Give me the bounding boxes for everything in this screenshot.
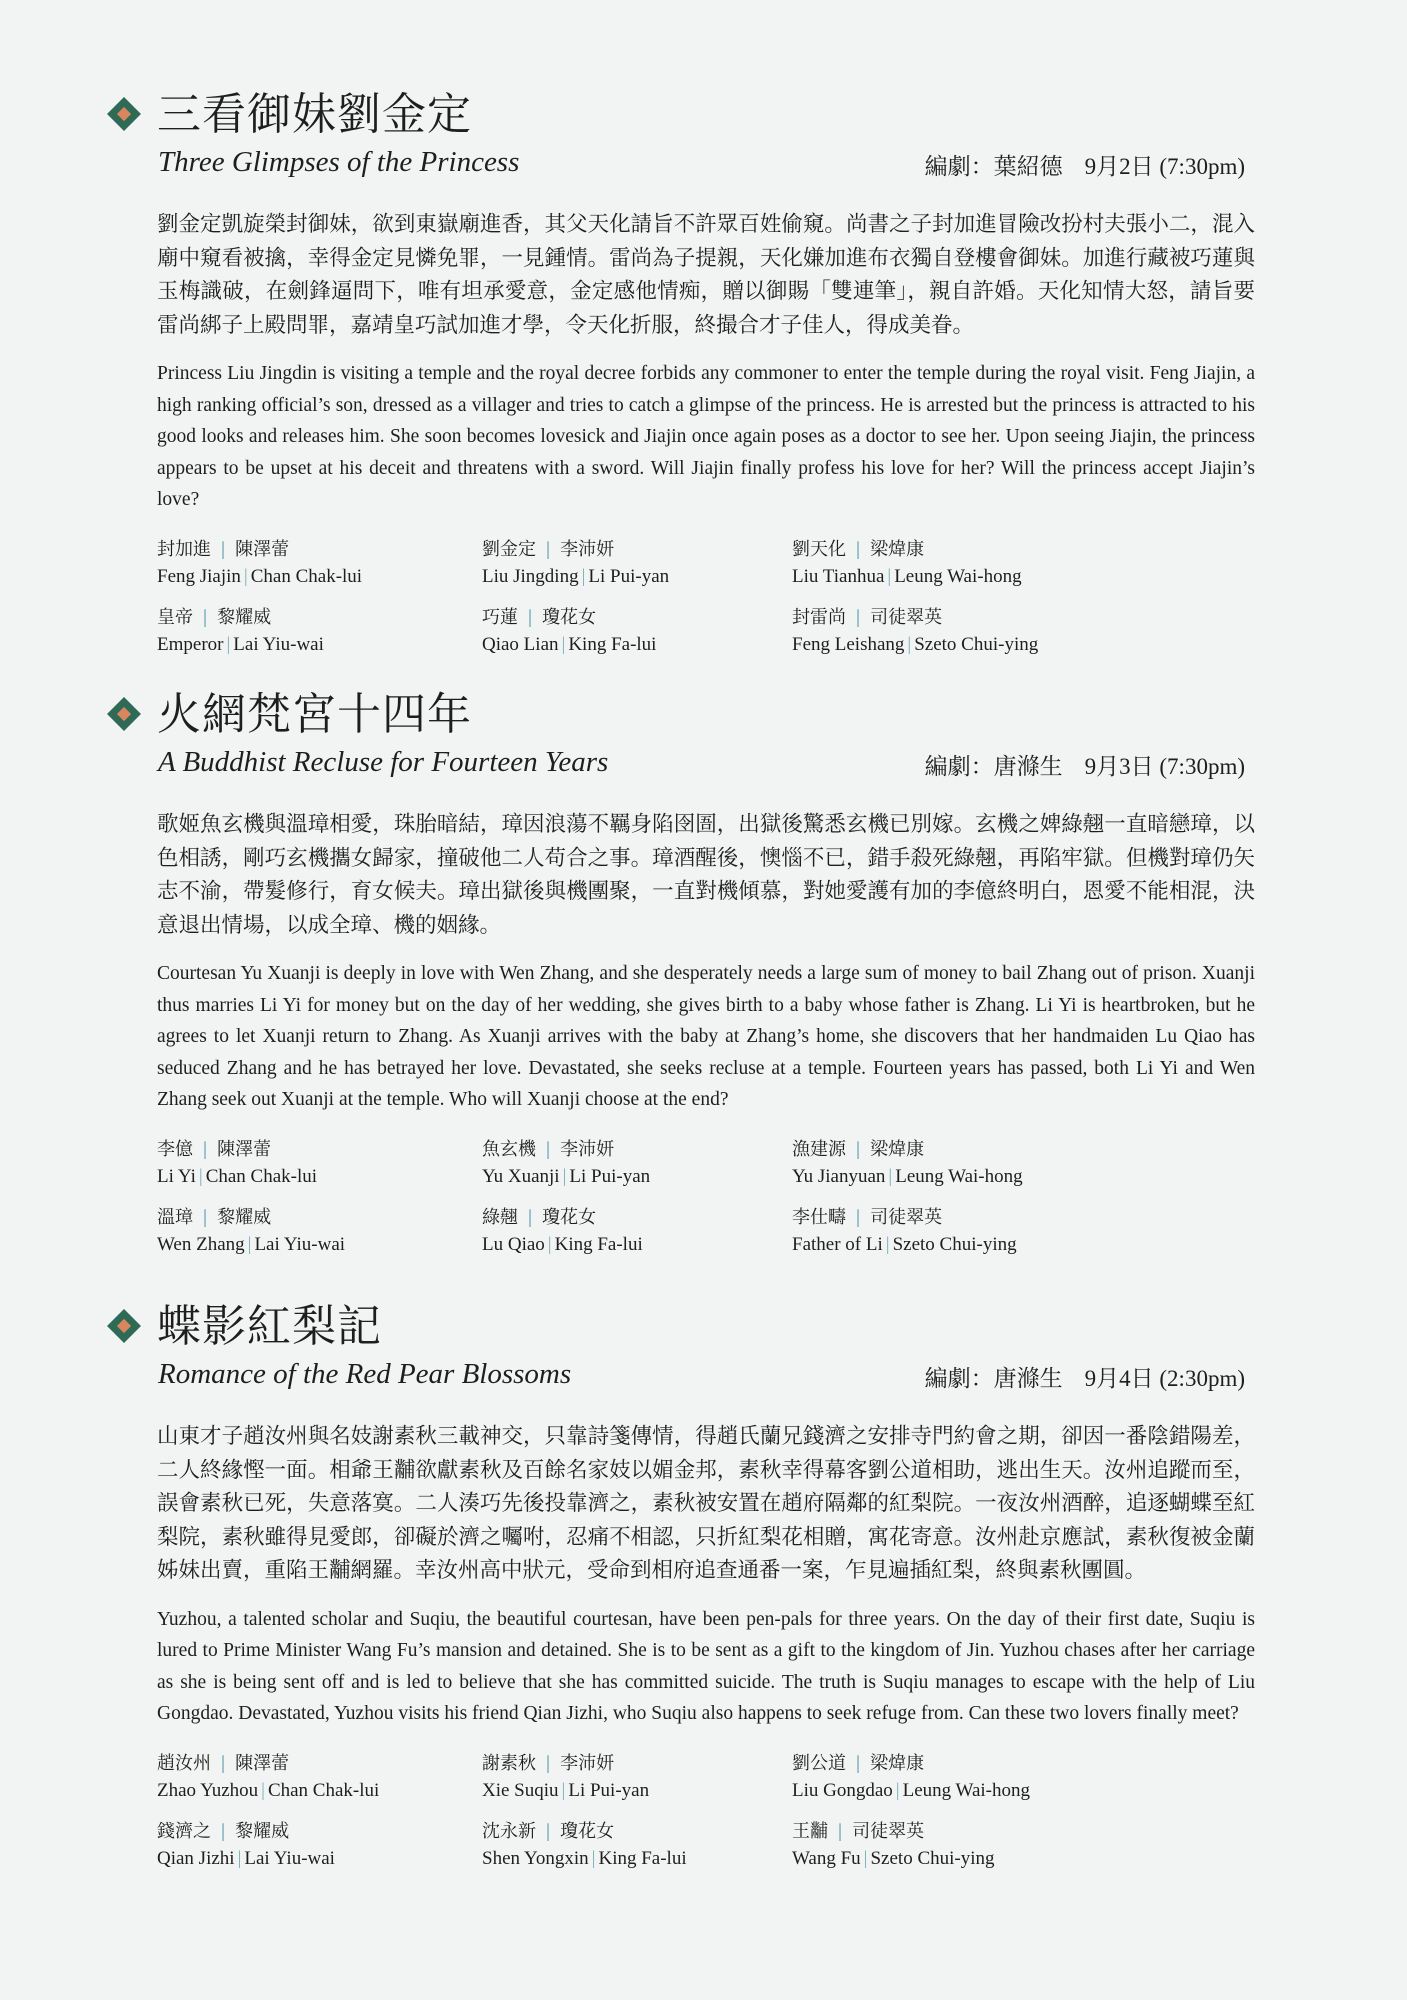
show-meta xyxy=(925,748,1245,781)
cast-entry: 魚玄機 | 李沛妍 Yu Xuanji | Li Pui-yan xyxy=(482,1138,651,1187)
actor-en: Chan Chak-lui xyxy=(250,565,363,587)
cast-list xyxy=(157,1136,1255,1258)
show-section-2 xyxy=(105,688,1255,1258)
actor-en: Chan Chak-lui xyxy=(267,1779,380,1801)
role-zh: 溫璋 xyxy=(157,1206,193,1228)
synopsis-en: Princess Liu Jingdin is visiting a temple and the royal decree forbids any commoner to enter the temple during the royal visit. Feng Jiajin, a high ranking official’s son, dressed as a villager and tries to catch a glimpse of the princess. He is arrested but the princess is attracted to his good looks and releases him. She soon becomes lovesick and Jiajin once again poses as a doctor to see her. Upon seeing Jiajin, the princess appears to be upset at his deceit and threatens with a sword. Will Jiajin finally profess his love for her? Will the princess accept Jiajin’s love? xyxy=(157,363,1255,510)
synopsis-en: Yuzhou, a talented scholar and Suqiu, the beautiful courtesan, have been pen-pals for three years. On the day of their first date, Suqiu is lured to Prime Minister Wang Fu’s mansion and detained. She is to be sent as a gift to the kingdom of Jin. Yuzhou chases after her carriage as she is being sent off and is led to believe that she has committed suicide. The truth is Suqiu manages to escape with the help of Liu Gongdao. Devastated, Yuzhou visits his friend Qian Jizhi, who Suqiu also happens to seek refuge from. Can these two lovers finally meet? xyxy=(157,1608,1255,1724)
synopsis-zh: 歌姬魚玄機與溫璋相愛，珠胎暗結，璋因浪蕩不羈身陷囹圄，出獄後驚悉玄機已別嫁。玄機之婢綠翹一直暗戀璋，以色相誘，剛巧玄機攜女歸家，撞破他二人苟合之事。璋酒醒後，懊惱不已，錯手殺死綠翹，再陷牢獄。但機對璋仍矢志不渝，帶髮修行，育女候夫。璋出獄後與機團聚，一直對機傾慕，對她愛護有加的李億終明白，恩愛不能相混，決意退出情場，以成全璋、機的姻緣。 xyxy=(157,812,1255,938)
show-date: 9月2日 (7:30pm) xyxy=(1084,154,1245,179)
show-section-1 xyxy=(105,88,1255,658)
show-title-zh: 三看御妹劉金定 xyxy=(157,89,472,140)
actor-en: Li Pui-yan xyxy=(569,1165,651,1187)
show-date: 9月4日 (2:30pm) xyxy=(1084,1366,1245,1391)
role-en: Wen Zhang xyxy=(157,1233,245,1255)
role-zh: 魚玄機 xyxy=(482,1138,536,1160)
actor-zh: 梁煒康 xyxy=(870,1752,925,1774)
playwright: 編劇：葉紹德 xyxy=(924,154,1063,179)
title-row xyxy=(105,88,1255,144)
cast-entry: 王黼 | 司徒翠英 Wang Fu | Szeto Chui-ying xyxy=(792,1820,995,1869)
actor-zh: 瓊花女 xyxy=(542,1206,597,1228)
role-zh: 劉天化 xyxy=(792,538,846,560)
cast-entry: 謝素秋 | 李沛妍 Xie Suqiu | Li Pui-yan xyxy=(482,1752,650,1801)
role-en: Emperor xyxy=(157,633,224,655)
show-meta xyxy=(925,1360,1245,1393)
diamond-bullet-icon xyxy=(107,97,141,131)
diamond-bullet-icon xyxy=(107,697,141,731)
role-zh: 王黼 xyxy=(792,1820,828,1842)
show-title-en: A Buddhist Recluse for Fourteen Years xyxy=(158,746,609,778)
subtitle-row xyxy=(105,1358,1255,1398)
cast-entry: 趙汝州 | 陳澤蕾 Zhao Yuzhou | Chan Chak-lui xyxy=(157,1752,380,1801)
show-title-zh: 蝶影紅梨記 xyxy=(157,1301,382,1352)
role-en: Feng Jiajin xyxy=(157,565,241,587)
title-row xyxy=(105,1300,1255,1356)
actor-zh: 司徒翠英 xyxy=(870,1206,943,1228)
actor-en: King Fa-lui xyxy=(554,1233,643,1255)
actor-en: Chan Chak-lui xyxy=(205,1165,318,1187)
actor-zh: 李沛妍 xyxy=(560,538,615,560)
cast-entry: 封加進 | 陳澤蕾 Feng Jiajin | Chan Chak-lui xyxy=(157,538,363,587)
synopsis-zh: 山東才子趙汝州與名妓謝素秋三載神交，只靠詩箋傳情，得趙氏蘭兄錢濟之安排寺門約會之期，卻因一番陰錯陽差，二人終緣慳一面。相爺王黼欲獻素秋及百餘名家妓以媚金邦，素秋幸得幕客劉公道相助，逃出生天。汝州追蹤而至，誤會素秋已死，失意落寞。二人湊巧先後投靠濟之，素秋被安置在趙府隔鄰的紅梨院。一夜汝州酒醉，追逐蝴蝶至紅梨院，素秋雖得見愛郎，卻礙於濟之囑咐，忍痛不相認，只折紅梨花相贈，寓花寄意。汝州赴京應試，素秋復被金蘭姊妹出賣，重陷王黼網羅。幸汝州高中狀元，受命到相府追查通番一案，乍見遍插紅梨，終與素秋團圓。 xyxy=(157,1424,1255,1583)
playwright: 編劇：唐滌生 xyxy=(924,1366,1063,1391)
cast-entry: 漁建源 | 梁煒康 Yu Jianyuan | Leung Wai-hong xyxy=(792,1138,1023,1187)
subtitle-row xyxy=(105,746,1255,786)
actor-en: Leung Wai-hong xyxy=(894,565,1022,587)
role-zh: 趙汝州 xyxy=(157,1752,211,1774)
actor-en: Lai Yiu-wai xyxy=(254,1233,346,1255)
role-zh: 封雷尚 xyxy=(792,606,846,628)
role-en: Wang Fu xyxy=(792,1847,861,1869)
role-en: Qian Jizhi xyxy=(157,1847,235,1869)
cast-entry: 皇帝 | 黎耀威 Emperor | Lai Yiu-wai xyxy=(157,606,324,655)
synopsis-en: Courtesan Yu Xuanji is deeply in love with Wen Zhang, and she desperately needs a large sum of money to bail Zhang out of prison. Xuanji thus marries Li Yi for money but on the day of her wedding, she gives birth to a baby whose father is Zhang. Li Yi is heartbroken, but he agrees to let Xuanji return to Zhang. As Xuanji arrives with the baby at Zhang’s home, she discovers that her handmaiden Lu Qiao has seduced Zhang and he has betrayed her love. Devastated, she seeks recluse at a temple. Fourteen years has passed, both Li Yi and Wen Zhang seek out Xuanji at the temple. Who will Xuanji choose at the end? xyxy=(157,963,1255,1110)
role-en: Xie Suqiu xyxy=(482,1779,559,1801)
actor-zh: 李沛妍 xyxy=(560,1752,615,1774)
role-zh: 劉公道 xyxy=(792,1752,846,1774)
role-en: Yu Jianyuan xyxy=(792,1165,886,1187)
role-en: Liu Tianhua xyxy=(792,565,885,587)
actor-zh: 黎耀威 xyxy=(217,1206,272,1228)
cast-entry: 溫璋 | 黎耀威 Wen Zhang | Lai Yiu-wai xyxy=(157,1206,346,1255)
show-date: 9月3日 (7:30pm) xyxy=(1084,754,1245,779)
actor-zh: 黎耀威 xyxy=(235,1820,290,1842)
cast-entry: 巧蓮 | 瓊花女 Qiao Lian | King Fa-lui xyxy=(482,606,657,655)
cast-entry: 沈永新 | 瓊花女 Shen Yongxin | King Fa-lui xyxy=(482,1820,687,1869)
actor-zh: 梁煒康 xyxy=(870,1138,925,1160)
actor-zh: 瓊花女 xyxy=(560,1820,615,1842)
role-zh: 謝素秋 xyxy=(482,1752,536,1774)
actor-zh: 李沛妍 xyxy=(560,1138,615,1160)
cast-entry: 劉金定 | 李沛妍 Liu Jingding | Li Pui-yan xyxy=(482,538,670,587)
actor-en: King Fa-lui xyxy=(598,1847,687,1869)
role-zh: 錢濟之 xyxy=(157,1820,211,1842)
role-zh: 巧蓮 xyxy=(482,606,518,628)
cast-list xyxy=(157,536,1255,658)
subtitle-row xyxy=(105,146,1255,186)
role-zh: 綠翹 xyxy=(482,1206,518,1228)
role-en: Shen Yongxin xyxy=(482,1847,589,1869)
actor-zh: 司徒翠英 xyxy=(852,1820,925,1842)
actor-en: Leung Wai-hong xyxy=(902,1779,1031,1801)
role-zh: 劉金定 xyxy=(482,538,536,560)
synopsis-zh: 劉金定凱旋榮封御妹，欲到東嶽廟進香，其父天化請旨不許眾百姓偷窺。尚書之子封加進冒險改扮村夫張小二，混入廟中窺看被擒，幸得金定見憐免罪，一見鍾情。雷尚為子提親，天化嫌加進布衣獨自登樓會御妹。加進行藏被巧蓮與玉梅識破，在劍鋒逼問下，唯有坦承愛意，金定感他情痴，贈以御賜「雙連筆」，親自許婚。天化知情大怒，請旨要雷尚綁子上殿問罪，嘉靖皇巧試加進才學，令天化折服，終撮合才子佳人，得成美眷。 xyxy=(157,212,1255,338)
role-zh: 皇帝 xyxy=(157,606,193,628)
actor-zh: 司徒翠英 xyxy=(870,606,943,628)
actor-zh: 瓊花女 xyxy=(542,606,597,628)
cast-entry: 劉公道 | 梁煒康 Liu Gongdao | Leung Wai-hong xyxy=(792,1752,1031,1801)
role-en: Liu Gongdao xyxy=(792,1779,893,1801)
actor-en: Lai Yiu-wai xyxy=(233,633,324,655)
actor-zh: 陳澤蕾 xyxy=(235,538,290,560)
role-zh: 李億 xyxy=(157,1138,193,1160)
actor-en: Szeto Chui-ying xyxy=(914,633,1039,655)
show-title-en: Three Glimpses of the Princess xyxy=(158,146,520,178)
show-meta xyxy=(925,148,1245,181)
show-title-zh: 火網梵宮十四年 xyxy=(157,689,472,740)
actor-en: Szeto Chui-ying xyxy=(870,1847,995,1869)
role-en: Liu Jingding xyxy=(482,565,579,587)
role-en: Lu Qiao xyxy=(482,1233,545,1255)
role-en: Father of Li xyxy=(792,1233,883,1255)
role-zh: 漁建源 xyxy=(792,1138,846,1160)
actor-en: Szeto Chui-ying xyxy=(892,1233,1017,1255)
show-title-en: Romance of the Red Pear Blossoms xyxy=(158,1358,572,1390)
cast-entry: 劉天化 | 梁煒康 Liu Tianhua | Leung Wai-hong xyxy=(792,538,1022,587)
role-zh: 李仕疇 xyxy=(792,1206,846,1228)
role-en: Qiao Lian xyxy=(482,633,559,655)
actor-zh: 陳澤蕾 xyxy=(217,1138,272,1160)
actor-en: Lai Yiu-wai xyxy=(244,1847,335,1869)
actor-en: Li Pui-yan xyxy=(568,1779,650,1801)
cast-entry: 封雷尚 | 司徒翠英 Feng Leishang | Szeto Chui-ying xyxy=(792,606,1039,655)
actor-zh: 黎耀威 xyxy=(217,606,272,628)
cast-list xyxy=(157,1750,1255,1872)
cast-entry: 綠翹 | 瓊花女 Lu Qiao | King Fa-lui xyxy=(482,1206,643,1255)
diamond-bullet-icon xyxy=(107,1309,141,1343)
role-en: Yu Xuanji xyxy=(482,1165,560,1187)
actor-en: King Fa-lui xyxy=(568,633,657,655)
playwright: 編劇：唐滌生 xyxy=(924,754,1063,779)
actor-zh: 陳澤蕾 xyxy=(235,1752,290,1774)
role-zh: 沈永新 xyxy=(482,1820,536,1842)
cast-entry: 錢濟之 | 黎耀威 Qian Jizhi | Lai Yiu-wai xyxy=(157,1820,335,1869)
actor-en: Leung Wai-hong xyxy=(895,1165,1023,1187)
show-section-3 xyxy=(105,1300,1255,1872)
cast-entry: 李億 | 陳澤蕾 Li Yi | Chan Chak-lui xyxy=(157,1138,318,1187)
role-en: Zhao Yuzhou xyxy=(157,1779,259,1801)
actor-en: Li Pui-yan xyxy=(588,565,670,587)
cast-entry: 李仕疇 | 司徒翠英 Father of Li | Szeto Chui-ying xyxy=(792,1206,1017,1255)
role-en: Feng Leishang xyxy=(792,633,905,655)
title-row xyxy=(105,688,1255,744)
role-en: Li Yi xyxy=(157,1165,196,1187)
role-zh: 封加進 xyxy=(157,538,211,560)
actor-zh: 梁煒康 xyxy=(870,538,925,560)
